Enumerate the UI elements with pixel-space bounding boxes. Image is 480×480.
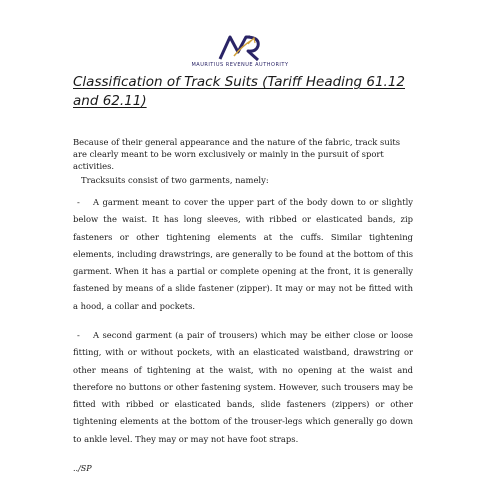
list-item-text: A second garment (a pair of trousers) which may be either close or loose fitting, with or without pockets, with an elasticated waistband, drawstring or other means of tightening at the waist, with no opening at the waist and therefore no buttons or other fastening system. However, such trousers may be fitted with ribbed or elasticated bands, slide fasteners (zippers) or other tightening elements at the bottom of the trouser-legs which generally go down to ankle level. They may or may not have foot straps. bbox=[73, 330, 413, 444]
consist-paragraph: Tracksuits consist of two garments, namely: bbox=[81, 175, 269, 185]
page-footer: ../SP bbox=[73, 464, 92, 473]
list-item bbox=[73, 194, 413, 315]
list-bullet: - bbox=[77, 330, 80, 340]
list-item bbox=[73, 327, 413, 448]
mra-logo bbox=[216, 32, 264, 62]
list-bullet: - bbox=[77, 197, 80, 207]
intro-paragraph: Because of their general appearance and the nature of the fabric, track suits are clearly meant to be worn exclusively or mainly in the pursuit of sport activities. bbox=[73, 137, 401, 171]
logo-text: MAURITIUS REVENUE AUTHORITY bbox=[191, 62, 289, 68]
document-title: Classification of Track Suits (Tariff Heading 61.12 and 62.11) bbox=[73, 74, 406, 109]
list-item-text: A garment meant to cover the upper part of the body down to or slightly below the waist. It has long sleeves, with ribbed or elasticated bands, zip fasteners or other tightening elements at the cuffs. Similar tightening elements, including drawstrings, are generally to be found at the bottom of this garment. When it has a partial or complete opening at the front, it is generally fastened by means of a slide fastener (zipper). It may or may not be fitted with a hood, a collar and pockets. bbox=[73, 197, 413, 311]
